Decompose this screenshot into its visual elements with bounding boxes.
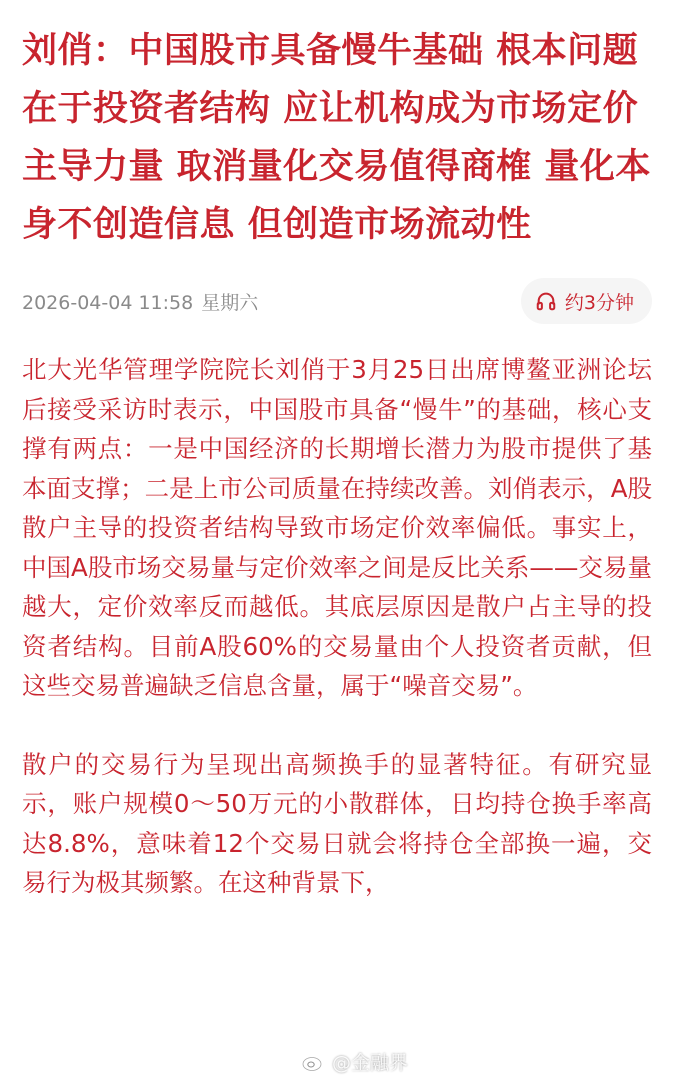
publish-weekday: 星期六 xyxy=(201,292,259,314)
source-watermark xyxy=(302,1048,408,1075)
read-time-label: 约3分钟 xyxy=(564,291,634,314)
weibo-icon xyxy=(302,1052,326,1072)
listen-button[interactable] xyxy=(521,278,652,324)
publish-date: 2026-04-04 11:58 xyxy=(22,292,194,314)
article-meta xyxy=(22,278,652,324)
paragraph: 散户的交易行为呈现出高频换手的显著特征。有研究显示，账户规模0～50万元的小散群体，日均持仓换手率高达8.8%，意味着12个交易日就会将持仓全部换一遍，交易行为极其频繁。在这种背景下， xyxy=(22,749,652,897)
paragraph: 北大光华管理学院院长刘俏于3月25日出席博鳌亚洲论坛后接受采访时表示，中国股市具备“慢牛”的基础，核心支撑有两点：一是中国经济的长期增长潜力为股市提供了基本面支撑；二是上市公司质量在持续改善。刘俏表示，A股散户主导的投资者结构导致市场定价效率偏低。事实上，中国A股市场交易量与定价效率之间是反比关系——交易量越大，定价效率反而越低。其底层原因是散户占主导的投资者结构。目前A股60%的交易量由个人投资者贡献，但这些交易普遍缺乏信息含量，属于“噪音交易”。 xyxy=(22,355,652,700)
publish-datetime xyxy=(22,288,258,315)
headphone-icon xyxy=(535,290,557,312)
watermark-text: @金融界 xyxy=(332,1052,409,1074)
article-body xyxy=(22,350,652,903)
article-title: 刘俏：中国股市具备慢牛基础 根本问题在于投资者结构 应让机构成为市场定价主导力量 取消量化交易值得商榷 量化本身不创造信息 但创造市场流动性 xyxy=(22,31,651,245)
